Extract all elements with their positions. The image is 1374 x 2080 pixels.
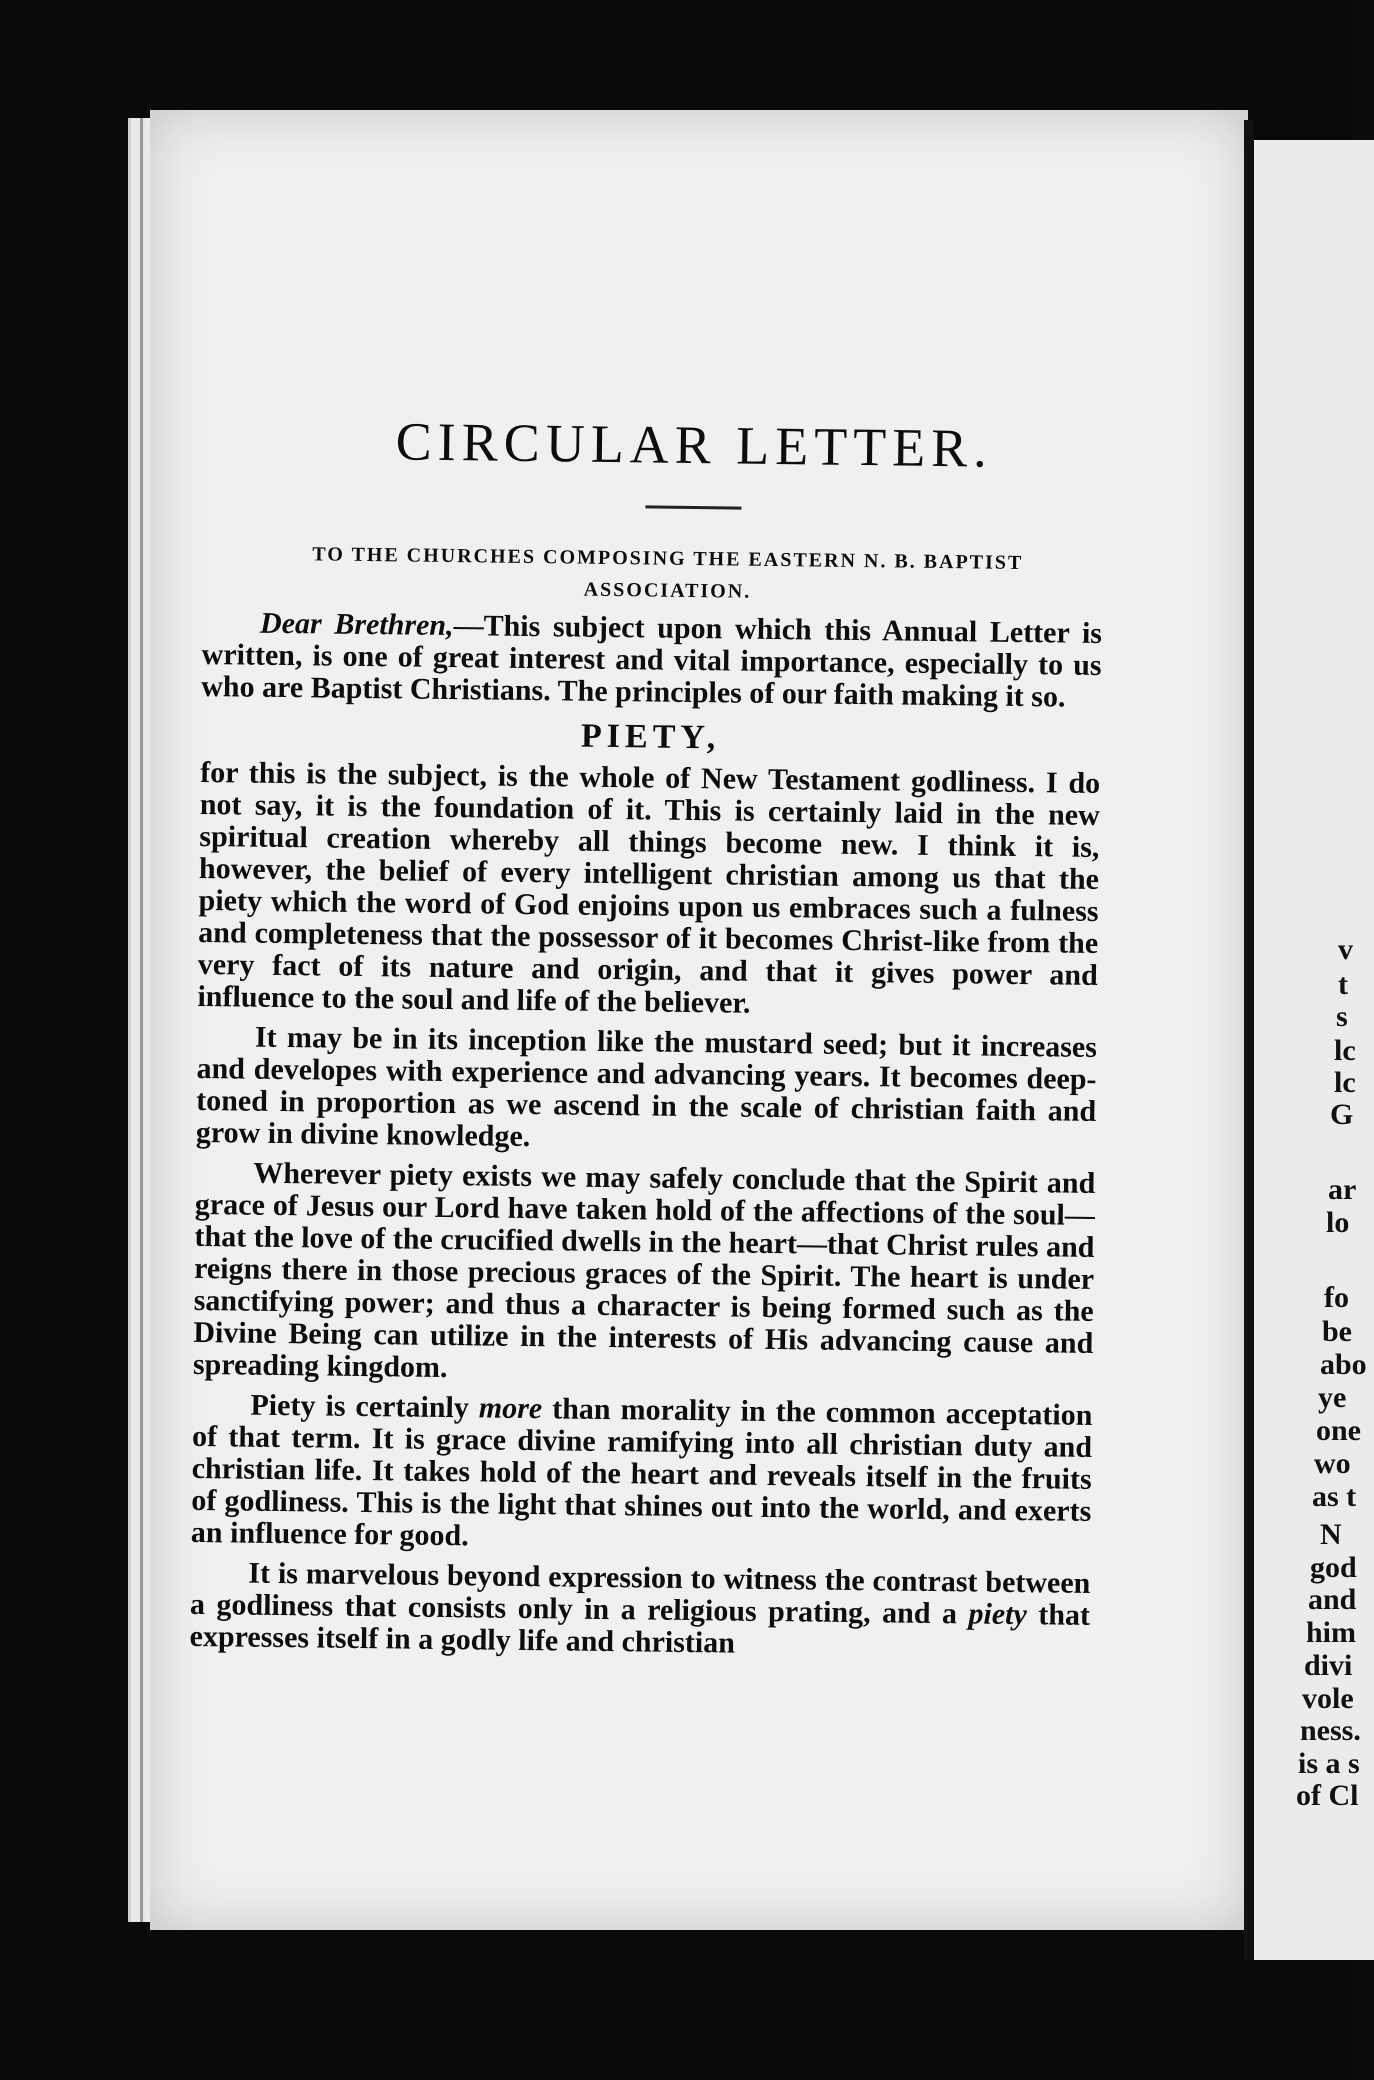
section-heading: PIETY,: [580, 717, 721, 757]
address-block: [212, 537, 1123, 612]
salutation: Dear Brethren,: [259, 606, 454, 643]
facing-page-text-fragment: fo: [1324, 1281, 1349, 1314]
facing-page-text-fragment: god: [1310, 1551, 1357, 1584]
facing-page-text-fragment: divi: [1304, 1649, 1353, 1682]
facing-page-text-fragment: of Cl: [1296, 1779, 1359, 1812]
address-line: TO THE CHURCHES COMPOSING THE EASTERN N. B. BAPTIST: [312, 543, 1024, 575]
facing-page-text-fragment: abo: [1320, 1348, 1367, 1381]
facing-page-text-fragment: v: [1338, 933, 1353, 966]
facing-page-text-fragment: one: [1316, 1414, 1361, 1447]
text-run: that expresses itself in a godly life and christian: [189, 1598, 1091, 1660]
book-gutter: [1244, 120, 1254, 1960]
text-run: It is marvelous beyond expression to witness the contrast between a godliness that consists only in a religious prating, and a: [189, 1556, 1091, 1631]
facing-page-text-fragment: him: [1306, 1616, 1357, 1649]
facing-page-text-fragment: is a s: [1298, 1747, 1360, 1780]
body-paragraph: Wherever piety exists we may safely conclude that the Spirit and grace of Jesus our Lord have taken hold of the affections of the soul—that the love of the crucified dwells in the heart—that Christ rules and reigns there in those precious graces of the Spirit. The heart is under sanctifying power; and thus a character is being formed such as the Divine Being can utilize in the interests of His advancing cause and spreading kingdom.: [192, 1156, 1096, 1385]
facing-page-text-fragment: s: [1336, 1000, 1348, 1033]
facing-page-text-fragment: G: [1330, 1098, 1354, 1131]
facing-page-text-fragment: lo: [1326, 1206, 1350, 1239]
facing-page-text-fragment: N: [1320, 1518, 1342, 1551]
facing-page-text-fragment: t: [1338, 968, 1348, 1001]
body-paragraph: It may be in its inception like the mustard seed; but it increases and developes with experience and advancing years. It becomes deep-toned in proportion as we ascend in the scale of christian faith and grow in divine knowledge.: [195, 1020, 1098, 1154]
intro-paragraph: [201, 607, 1102, 714]
facing-page-text-fragment: be: [1322, 1315, 1352, 1348]
facing-page-text-fragment: vole: [1302, 1682, 1354, 1715]
facing-page-text-fragment: lc: [1334, 1034, 1356, 1067]
address-line: ASSOCIATION.: [583, 578, 752, 603]
body-paragraph: for this is the subject, is the whole of New Testament godliness. I do not say, it is the foundation of it. This is certainly laid in the new spiritual creation whereby all things become new. I think it is, however, the belief of every intelligent christian among us that the piety which the word of God enjoins upon us embraces such a fulness and completeness that the possessor of it becomes Christ-like from the very fact of its nature and origin, and that it gives power and influence to the soul and life of the believer.: [197, 755, 1101, 1020]
facing-page-text-fragment: wo: [1314, 1447, 1351, 1480]
letter-content: [189, 380, 1104, 1664]
emphasis: piety: [968, 1597, 1028, 1632]
intro-text: —This subject upon which this Annual Letter is written, is one of great interest and vital importance, especially to us who are Baptist Christians. The principles of our faith making it so.: [201, 609, 1103, 714]
text-run: Piety is certainly: [250, 1388, 480, 1425]
body-paragraph: [189, 1557, 1090, 1664]
title-rule: [645, 505, 741, 509]
emphasis: more: [478, 1391, 543, 1426]
page-title: CIRCULAR LETTER.: [395, 411, 994, 479]
facing-page-text-fragment: as t: [1312, 1480, 1357, 1513]
body-paragraph: [191, 1389, 1093, 1560]
facing-page-text-fragment: ar: [1328, 1173, 1357, 1206]
text-run: than morality in the common acceptation of that term. It is grace divine ramifying into all christian duty and christian life. It takes hold of the heart and reveals itself in the fruits of godliness. This is the light that shines out into the world, and exerts an influence for good.: [190, 1392, 1093, 1553]
facing-page-text-fragment: ye: [1318, 1381, 1347, 1414]
facing-page-text-fragment: lc: [1334, 1066, 1356, 1099]
facing-page-text-fragment: and: [1308, 1583, 1357, 1616]
facing-page-text-fragment: ness.: [1300, 1714, 1361, 1747]
